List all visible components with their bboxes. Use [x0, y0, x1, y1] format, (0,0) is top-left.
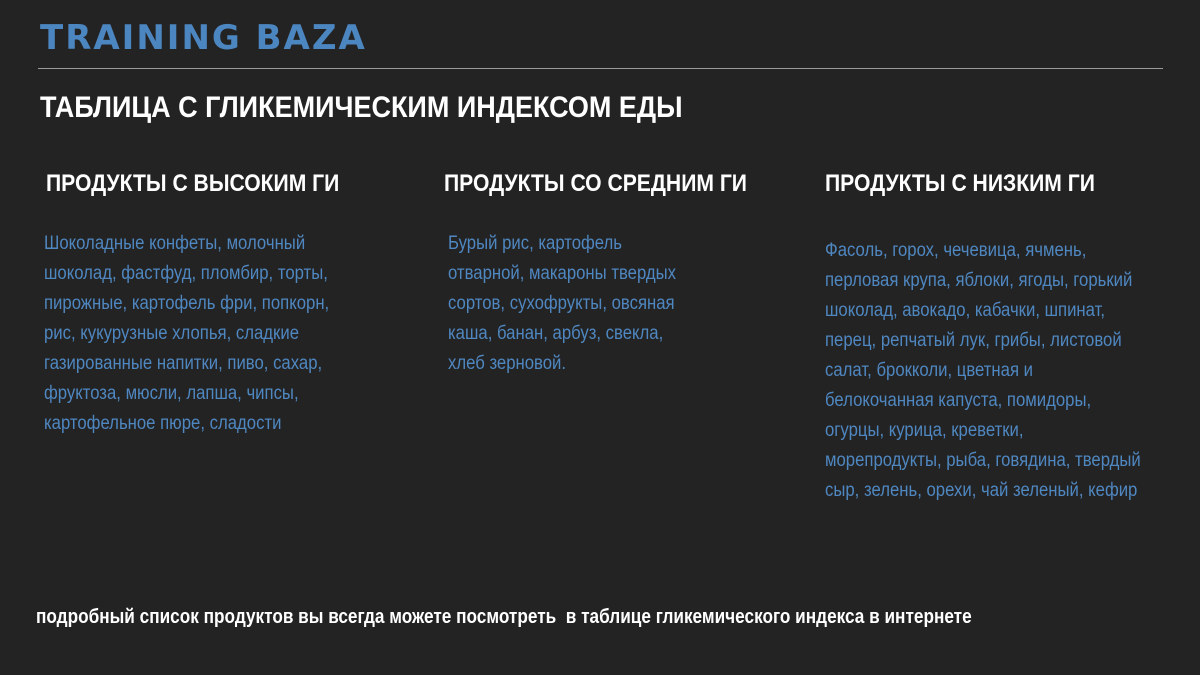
food-list-line: картофельное пюре, сладости — [44, 413, 282, 434]
food-list-line: отварной, макароны твердых — [448, 263, 677, 284]
brand-logo-text: TRAINING BAZA — [40, 18, 367, 58]
column-text-high-gi — [44, 229, 339, 439]
food-list-line: фруктоза, мюсли, лапша, чипсы, — [44, 383, 299, 404]
column-low-gi — [825, 169, 1184, 506]
food-list-line: сыр, зелень, орехи, чай зеленый, кефир — [825, 480, 1138, 501]
footer-note: подробный список продуктов вы всегда можете посмотреть в таблице гликемического индекса в интернете — [36, 606, 972, 628]
column-heading-low-gi: ПРОДУКТЫ С НИЗКИМ ГИ — [825, 170, 1095, 197]
column-medium-gi — [444, 169, 788, 379]
food-list-line: Бурый рис, картофель — [448, 233, 623, 254]
column-heading-medium-gi: ПРОДУКТЫ СО СРЕДНИМ ГИ — [444, 170, 747, 197]
page-title: ТАБЛИЦА С ГЛИКЕМИЧЕСКИМ ИНДЕКСОМ ЕДЫ — [40, 91, 683, 124]
header-divider — [38, 68, 1163, 69]
food-list-line: белокочанная капуста, помидоры, — [825, 390, 1092, 411]
food-list-line: газированные напитки, пиво, сахар, — [44, 353, 323, 374]
food-list-line: Шоколадные конфеты, молочный — [44, 233, 306, 254]
food-list-line: салат, брокколи, цветная и — [825, 360, 1033, 381]
column-text-low-gi — [825, 236, 1141, 506]
food-list-line: пирожные, картофель фри, попкорн, — [44, 293, 330, 314]
food-list-line: каша, банан, арбуз, свекла, — [448, 323, 664, 344]
food-list-line: Фасоль, горох, чечевица, ячмень, — [825, 240, 1087, 261]
food-list-line: хлеб зерновой. — [448, 353, 567, 374]
food-list-line: рис, кукурузные хлопья, сладкие — [44, 323, 300, 344]
food-list-line: морепродукты, рыба, говядина, твердый — [825, 450, 1141, 471]
column-text-medium-gi — [448, 229, 747, 379]
food-list-line: огурцы, курица, креветки, — [825, 420, 1024, 441]
food-list-line: шоколад, авокадо, кабачки, шпинат, — [825, 300, 1106, 321]
food-list-line: шоколад, фастфуд, пломбир, торты, — [44, 263, 328, 284]
food-list-line: сортов, сухофрукты, овсяная — [448, 293, 675, 314]
column-heading-high-gi: ПРОДУКТЫ С ВЫСОКИМ ГИ — [46, 170, 340, 197]
column-high-gi — [46, 169, 379, 439]
food-list-line: перловая крупа, яблоки, ягоды, горький — [825, 270, 1133, 291]
food-list-line: перец, репчатый лук, грибы, листовой — [825, 330, 1122, 351]
